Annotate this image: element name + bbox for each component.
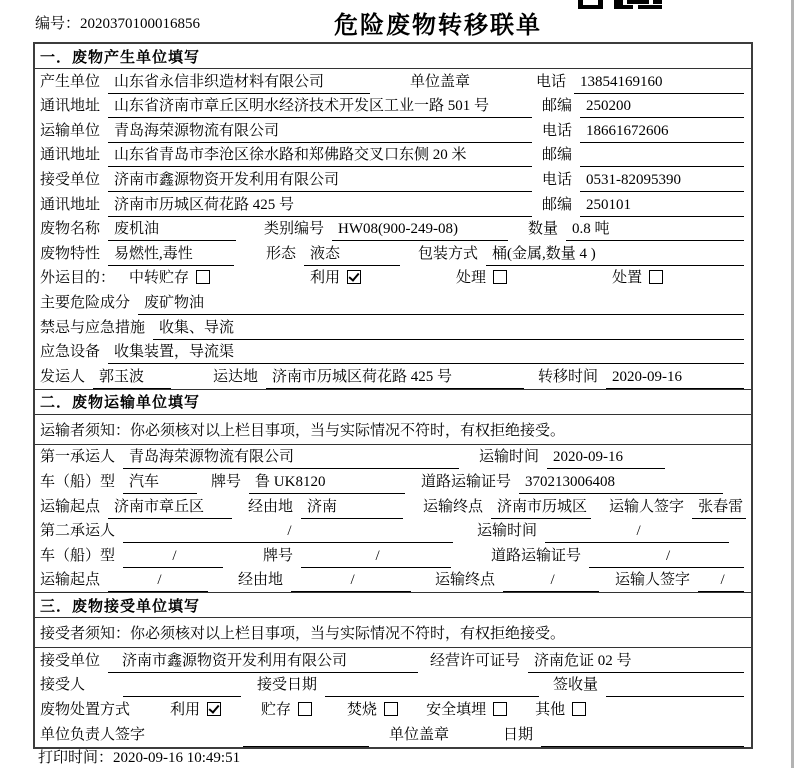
field-label: 包装方式 <box>418 245 479 262</box>
field-label: 经营许可证号 <box>430 652 521 669</box>
checkbox-label: 中转贮存 <box>129 270 190 287</box>
form-row <box>35 673 751 698</box>
field-value: 济南市鑫源物资开发利用有限公司 <box>108 171 532 192</box>
field-label: 牌号 <box>211 473 242 490</box>
field-label: 运输起点 <box>40 572 101 589</box>
field-value: 山东省永信非织造材料有限公司 <box>108 73 370 94</box>
section-header: 一．废物产生单位填写 <box>35 44 751 69</box>
field-value: / <box>291 571 411 592</box>
checkbox-group <box>129 266 210 290</box>
serial-label: 编号： <box>35 16 81 32</box>
form-row <box>35 118 751 143</box>
form-row <box>35 315 751 340</box>
field-label: 邮编 <box>542 196 573 213</box>
form-row <box>35 241 751 266</box>
field-label: 运输终点 <box>435 572 496 589</box>
field-value: 张春雷 <box>692 498 746 519</box>
field-label: 发运人 <box>40 368 86 385</box>
checkbox-group <box>261 698 312 722</box>
window-right-edge <box>791 0 794 768</box>
field-value: 2020-09-16 <box>547 448 665 469</box>
checkbox-group <box>612 266 663 290</box>
checkbox-label: 利用 <box>310 270 341 287</box>
field-label: 第二承运人 <box>40 523 116 540</box>
field-label: 单位负责人签字 <box>40 726 146 743</box>
field-label: 形态 <box>266 245 297 262</box>
form-row <box>35 340 751 365</box>
field-label: 运输时间 <box>477 523 538 540</box>
field-label: 道路运输证号 <box>421 473 512 490</box>
field-value: 液态 <box>304 245 400 266</box>
field-value: 废矿物油 <box>138 294 744 315</box>
checkbox-group <box>347 698 398 722</box>
field-value-blank <box>580 147 744 167</box>
field-value-blank <box>325 677 539 697</box>
qr-code-fragment-icon <box>578 0 662 9</box>
field-label: 邮编 <box>542 147 573 164</box>
field-value-blank <box>123 677 241 697</box>
checkbox-unchecked <box>493 270 507 284</box>
section-3 <box>35 592 751 746</box>
form-row <box>35 519 751 544</box>
checkbox-label: 贮存 <box>261 702 292 719</box>
field-label: 签收量 <box>553 677 599 694</box>
field-value: / <box>545 522 729 543</box>
form-row <box>35 543 751 568</box>
print-time-line <box>38 746 240 767</box>
field-label: 运输时间 <box>479 449 540 466</box>
field-label: 运达地 <box>213 368 259 385</box>
field-label: 车（船）型 <box>40 473 116 490</box>
checkbox-group <box>535 698 586 722</box>
section-header: 三．废物接受单位填写 <box>35 593 751 618</box>
field-label: 通讯地址 <box>40 98 101 115</box>
field-value: HW08(900-249-08) <box>332 220 508 241</box>
form-row <box>35 167 751 192</box>
form-row <box>35 648 751 673</box>
field-value: 济南市鑫源物资开发利用有限公司 <box>108 652 418 673</box>
field-value: 山东省青岛市李沧区徐水路和郑佛路交叉口东侧 20 米 <box>108 146 532 167</box>
checkbox-unchecked <box>649 270 663 284</box>
form-row <box>35 94 751 119</box>
field-value: 山东省济南市章丘区明水经济技术开发区工业一路 501 号 <box>108 97 532 118</box>
field-value: / <box>301 547 451 568</box>
checkbox-checked <box>207 702 221 716</box>
field-label: 经由地 <box>248 498 294 515</box>
field-label: 通讯地址 <box>40 196 101 213</box>
field-value: 0531-82095390 <box>580 171 744 192</box>
print-time-label: 打印时间： <box>38 750 114 766</box>
field-value: 济南市历城区 <box>491 498 591 519</box>
field-label: 接受人 <box>40 677 86 694</box>
notice-row: 运输者须知：你必须核对以上栏目事项，当与实际情况不符时，有权拒绝接受。 <box>35 415 751 445</box>
field-label: 邮编 <box>542 98 573 115</box>
checkbox-group <box>426 698 507 722</box>
field-label: 运输人签字 <box>609 498 685 515</box>
section-1 <box>35 44 751 389</box>
field-label: 主要危险成分 <box>40 294 131 311</box>
form-row <box>35 445 751 470</box>
field-label: 运输终点 <box>423 498 484 515</box>
section-2 <box>35 389 751 593</box>
field-label: 第一承运人 <box>40 449 116 466</box>
field-label: 产生单位 <box>40 73 101 90</box>
field-value: 济南 <box>301 498 403 519</box>
field-value: / <box>123 547 223 568</box>
field-label: 经由地 <box>238 572 284 589</box>
field-value: 2020-09-16 <box>606 368 744 389</box>
form-row <box>35 192 751 217</box>
field-label: 电话 <box>542 122 573 139</box>
checkbox-label: 处理 <box>456 270 487 287</box>
field-value: 鲁 UK8120 <box>249 473 405 494</box>
field-label: 数量 <box>528 221 559 238</box>
checkbox-group <box>310 266 361 290</box>
field-value: / <box>503 571 599 592</box>
field-value: 18661672606 <box>580 122 744 143</box>
field-label: 运输起点 <box>40 498 101 515</box>
checkbox-unchecked <box>572 702 586 716</box>
field-label: 废物特性 <box>40 245 101 262</box>
field-label: 电话 <box>536 73 567 90</box>
field-value: 济南危证 02 号 <box>528 652 744 673</box>
field-value: 济南市章丘区 <box>108 498 232 519</box>
field-label: 类别编号 <box>264 221 325 238</box>
field-label: 车（船）型 <box>40 547 116 564</box>
field-value: 370213006408 <box>519 473 723 494</box>
field-label: 运输单位 <box>40 122 101 139</box>
notice-row: 接受者须知：你必须核对以上栏目事项，当与实际情况不符时，有权拒绝接受。 <box>35 618 751 648</box>
print-time-value: 2020-09-16 10:49:51 <box>113 750 241 766</box>
field-value: 13854169160 <box>574 73 744 94</box>
field-label: 牌号 <box>263 547 294 564</box>
checkbox-unchecked <box>196 270 210 284</box>
checkbox-label: 其他 <box>535 702 566 719</box>
form-row <box>35 364 751 389</box>
field-label: 通讯地址 <box>40 147 101 164</box>
form-row <box>35 722 751 747</box>
form-row <box>35 290 751 315</box>
field-value: / <box>108 571 208 592</box>
form-row <box>35 266 751 291</box>
section-header: 二．废物运输单位填写 <box>35 390 751 415</box>
field-value: 青岛海荣源物流有限公司 <box>108 122 532 143</box>
field-value: / <box>589 547 744 568</box>
checkbox-unchecked <box>493 702 507 716</box>
field-label: 接受单位 <box>40 171 101 188</box>
field-label: 单位盖章 <box>389 726 450 743</box>
field-value: 郭玉波 <box>93 368 171 389</box>
form-row <box>35 69 751 94</box>
form-row <box>35 697 751 722</box>
field-label: 应急设备 <box>40 344 101 361</box>
field-label: 道路运输证号 <box>491 547 582 564</box>
checkbox-label: 安全填埋 <box>426 702 487 719</box>
checkbox-checked <box>347 270 361 284</box>
field-label: 单位盖章 <box>410 73 471 90</box>
field-value: 汽车 <box>123 473 197 494</box>
checkbox-unchecked <box>384 702 398 716</box>
checkbox-label: 利用 <box>170 702 201 719</box>
field-label: 接受日期 <box>257 677 318 694</box>
field-value: 250101 <box>580 196 744 217</box>
field-value: 济南市历城区荷花路 425 号 <box>108 196 532 217</box>
serial-number: 2020370100016856 <box>80 16 201 32</box>
field-value: 易燃性,毒性 <box>108 245 234 266</box>
field-value: 收集、导流 <box>153 319 744 340</box>
checkbox-unchecked <box>298 702 312 716</box>
field-label: 外运目的： <box>40 270 116 287</box>
field-value-blank <box>243 727 369 747</box>
field-value: / <box>698 571 744 592</box>
form-row <box>35 217 751 242</box>
page-title: 危险废物转移联单 <box>334 12 542 39</box>
checkbox-label: 处置 <box>612 270 643 287</box>
field-label: 日期 <box>503 726 534 743</box>
field-label: 转移时间 <box>538 368 599 385</box>
checkbox-label: 焚烧 <box>347 702 378 719</box>
field-value: 青岛海荣源物流有限公司 <box>123 448 459 469</box>
field-value: 桶(金属,数量 4 ) <box>486 245 744 266</box>
field-label: 废物处置方式 <box>40 702 131 719</box>
field-value: / <box>123 522 453 543</box>
field-label: 电话 <box>542 171 573 188</box>
field-label: 接受单位 <box>40 652 101 669</box>
field-value: 废机油 <box>108 220 236 241</box>
checkbox-group <box>170 698 221 722</box>
field-value: 250200 <box>580 97 744 118</box>
field-label: 运输人签字 <box>615 572 691 589</box>
form-row <box>35 568 751 593</box>
form-row <box>35 143 751 168</box>
field-value-blank <box>541 727 744 747</box>
checkbox-group <box>456 266 507 290</box>
form-row <box>35 469 751 494</box>
field-label: 禁忌与应急措施 <box>40 319 146 336</box>
field-value: 收集装置，导流渠 <box>108 343 744 364</box>
form-row <box>35 494 751 519</box>
field-value: 济南市历城区荷花路 425 号 <box>266 368 524 389</box>
field-value: 0.8 吨 <box>566 220 744 241</box>
manifest-table <box>33 42 753 749</box>
field-value-blank <box>606 677 744 697</box>
field-label: 废物名称 <box>40 221 101 238</box>
